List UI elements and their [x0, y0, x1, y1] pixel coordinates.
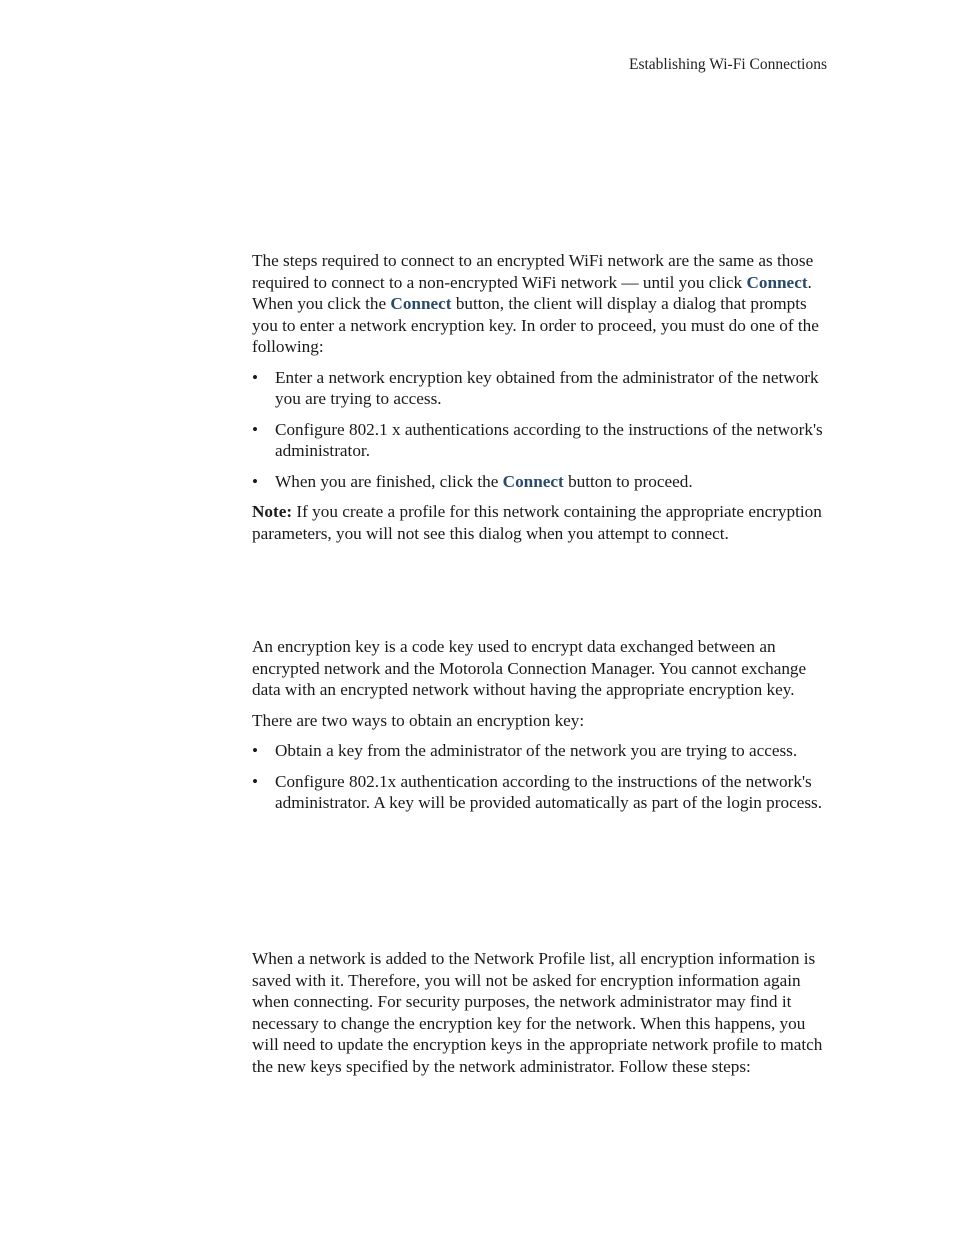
section-encryption-key: [252, 636, 832, 814]
list-item: • When you are finished, click the Connect button to proceed.: [252, 471, 832, 493]
note-label: Note:: [252, 502, 293, 521]
paragraph: There are two ways to obtain an encryption key:: [252, 710, 585, 730]
connect-keyword: Connect: [746, 272, 808, 292]
connect-keyword: Connect: [502, 471, 564, 491]
connect-keyword: Connect: [390, 294, 452, 313]
paragraph: An encryption key is a code key used to encrypt data exchanged between an encrypted network and the Motorola Connection Manager. You cannot exchange data with an encrypted network without having the appropriate encryption key.: [252, 637, 807, 699]
intro-paragraph: The steps required to connect to an encrypted WiFi network are the same as those required to connect to a non-encrypted WiFi network — until you click Connect. When you click the Connect button, the client will display a dialog that prompts you to enter a network encryption key. In order to proceed, you must do one of the following:: [252, 251, 819, 356]
paragraph: When a network is added to the Network Profile list, all encryption information is saved with it. Therefore, you will not be asked for encryption information again when connecting. For security purposes, the network administrator may find it necessary to change the encryption key for the network. When this happens, you will need to update the encryption keys in the appropriate network profile to match the new keys specified by the network administrator. Follow these steps:: [252, 949, 823, 1076]
section-encrypted-connect: [252, 250, 832, 544]
list-item: • Configure 802.1x authentication according to the instructions of the network's administrator. A key will be provided automatically as part of the login process.: [252, 771, 832, 814]
note-paragraph: Note: If you create a profile for this network containing the appropriate encryption parameters, you will not see this dialog when you attempt to connect.: [252, 502, 822, 543]
steps-list: [252, 367, 832, 493]
key-options-list: [252, 740, 832, 814]
list-item: • Configure 802.1 x authentications according to the instructions of the network's administrator.: [252, 419, 832, 462]
list-item: • Enter a network encryption key obtained from the administrator of the network you are trying to access.: [252, 367, 832, 410]
list-item: • Obtain a key from the administrator of the network you are trying to access.: [252, 740, 832, 762]
section-update-keys: [252, 948, 832, 1077]
running-header: Establishing Wi-Fi Connections: [628, 56, 827, 73]
